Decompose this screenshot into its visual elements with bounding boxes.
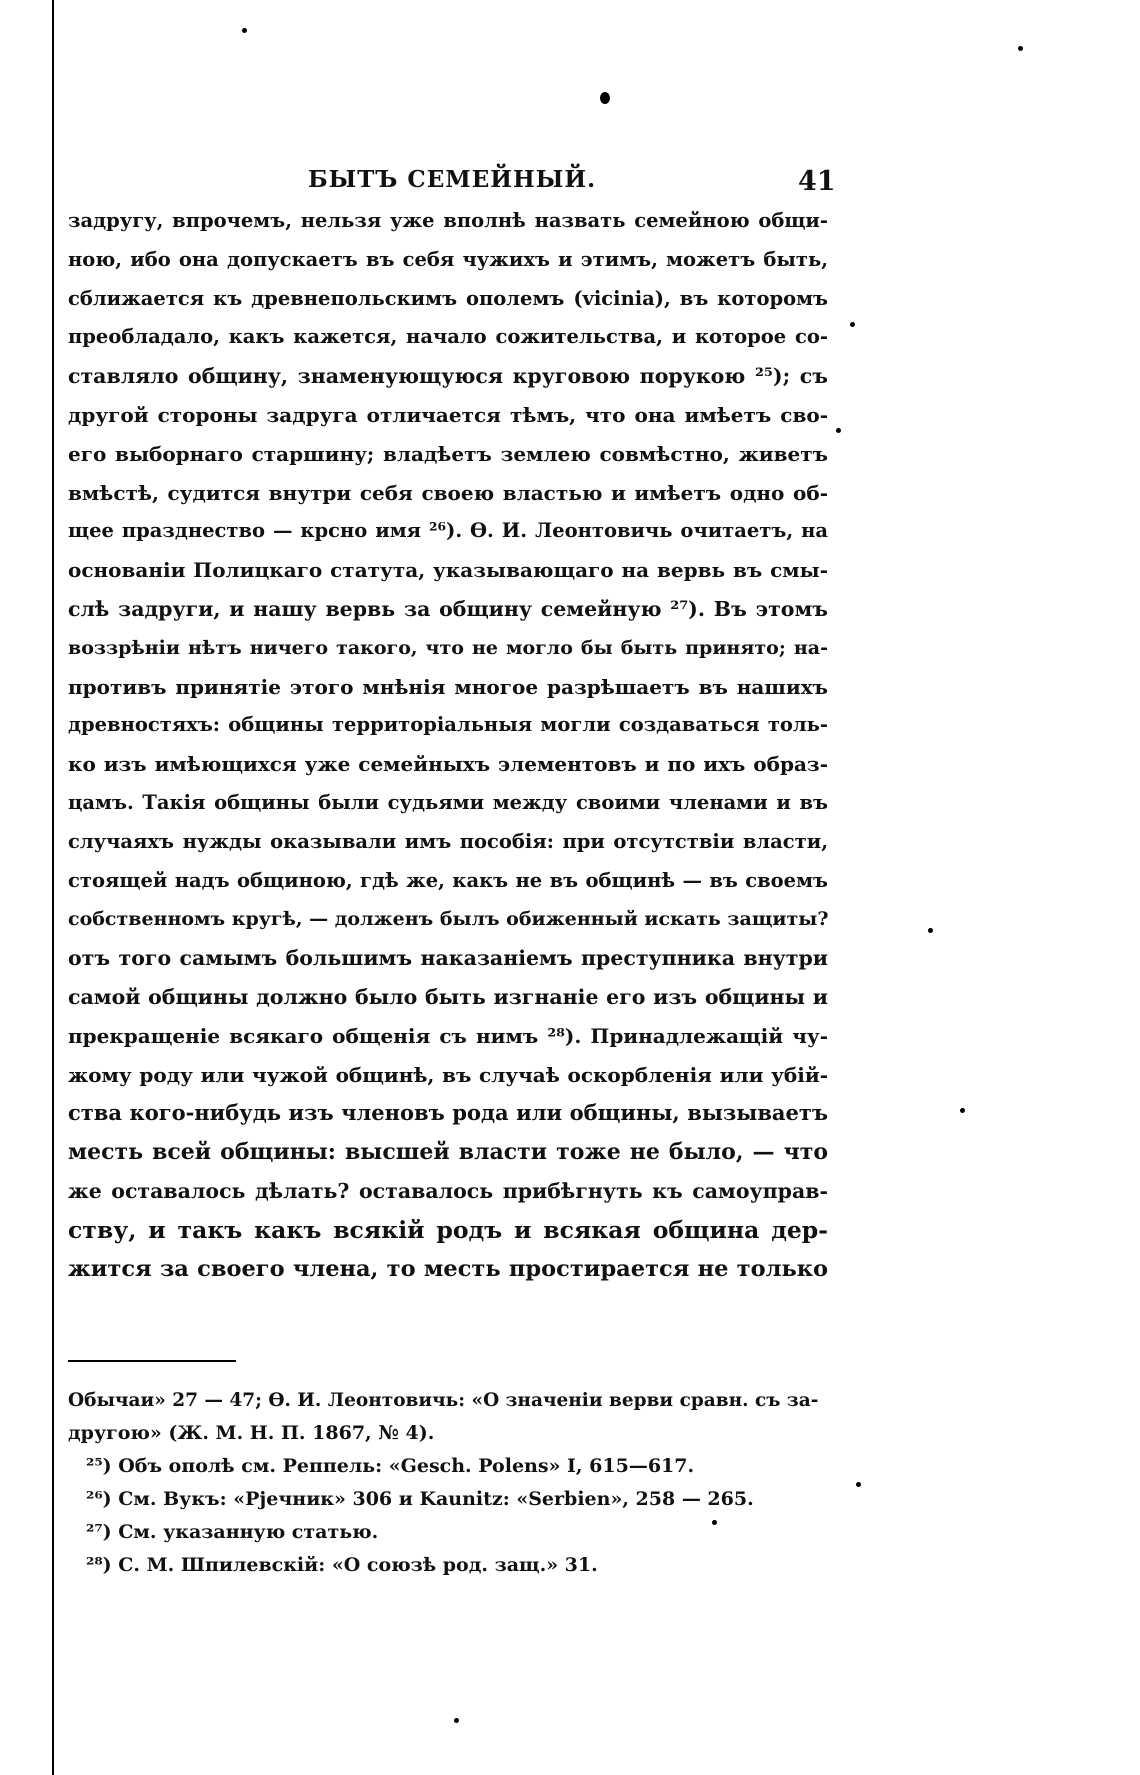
body-text xyxy=(68,202,828,1288)
body-line: ставляло общину, знаменующуюся круговою порукою ²⁵); съ xyxy=(68,364,828,389)
ink-speck xyxy=(960,1108,965,1113)
ink-speck xyxy=(454,1718,459,1723)
body-line: случаяхъ нужды оказывали имъ пособія: при отсутствіи власти, xyxy=(68,829,828,853)
body-line: отъ того самымъ большимъ наказаніемъ преступника внутри xyxy=(68,946,828,971)
footnote-line: ²⁷) См. указанную статью. xyxy=(86,1521,379,1543)
body-line: же оставалось дѣлать? оставалось прибѣгнуть къ самоуправ- xyxy=(68,1178,828,1203)
body-line: жится за своего члена, то месть простирается не только xyxy=(68,1255,828,1282)
header-ornament-dot xyxy=(600,92,610,104)
body-line: собственномъ кругѣ, — долженъ былъ обиженный искать защиты? xyxy=(68,908,829,931)
running-head: БЫТЪ СЕМЕЙНЫЙ. xyxy=(308,166,597,193)
body-line: преобладало, какъ кажется, начало сожительства, и которое со- xyxy=(68,325,828,349)
body-line: ства кого-нибудь изъ членовъ рода или общины, вызываетъ xyxy=(68,1100,828,1126)
body-line: противъ принятіе этого мнѣнія многое разрѣшаетъ въ нашихъ xyxy=(68,674,828,699)
ink-speck xyxy=(1018,46,1023,51)
footnote-line: ²⁶) См. Вукъ: «Рјечник» 306 и Kaunitz: «Serbien», 258 — 265. xyxy=(86,1488,754,1510)
body-line: слѣ задруги, и нашу вервь за общину семейную ²⁷). Въ этомъ xyxy=(68,596,828,621)
footnote-line: другою» (Ж. М. Н. П. 1867, № 4). xyxy=(68,1422,435,1444)
body-line: воззрѣніи нѣтъ ничего такого, что не могло бы быть принято; на- xyxy=(68,636,828,659)
body-line: основаніи Полицкаго статута, указывающаго на вервь въ смы- xyxy=(68,558,828,583)
body-line: ко изъ имѣющихся уже семейныхъ элементовъ и по ихъ образ- xyxy=(68,752,828,777)
body-line: жому роду или чужой общинѣ, въ случаѣ оскорбленія или убій- xyxy=(68,1062,828,1087)
body-line: цамъ. Такія общины были судьями между своими членами и въ xyxy=(68,790,828,814)
body-line: месть всей общины: высшей власти тоже не было, — что xyxy=(68,1139,828,1166)
footnote-line: ²⁸) С. М. Шпилевскій: «О союзѣ род. защ.» 31. xyxy=(86,1554,598,1576)
ink-speck xyxy=(836,428,841,433)
body-line: другой стороны задруга отличается тѣмъ, что она имѣетъ сво- xyxy=(68,402,828,427)
footnote-rule xyxy=(68,1360,236,1362)
body-line: вмѣстѣ, судится внутри себя своею властью и имѣетъ одно об- xyxy=(68,480,828,505)
page-number: 41 xyxy=(798,166,836,197)
ink-speck xyxy=(856,1482,861,1487)
footnotes xyxy=(68,1384,828,1582)
body-line: сближается къ древнепольскимъ ополемъ (vicinia), въ которомъ xyxy=(68,286,828,310)
body-line: прекращеніе всякаго общенія съ нимъ ²⁸). Принадлежащій чу- xyxy=(68,1023,828,1048)
body-line: задругу, впрочемъ, нельзя уже вполнѣ назвать семейною общи- xyxy=(68,209,828,232)
body-line: ству, и такъ какъ всякій родъ и всякая община дер- xyxy=(68,1215,828,1244)
body-line: стоящей надъ общиною, гдѣ же, какъ не въ общинѣ — въ своемъ xyxy=(68,868,828,892)
body-line: щее празднество — крсно имя ²⁶). Ѳ. И. Леонтовичь очитаетъ, на xyxy=(68,519,828,543)
body-line: ною, ибо она допускаетъ въ себя чужихъ и этимъ, можетъ быть, xyxy=(68,247,828,271)
footnote-line: Обычаи» 27 — 47; Ѳ. И. Леонтовичь: «О значеніи верви сравн. съ за- xyxy=(68,1390,819,1411)
body-line: его выборнаго старшину; владѣетъ землею совмѣстно, живетъ xyxy=(68,441,828,466)
footnote-line: ²⁵) Объ ополѣ см. Реппель: «Gesch. Polens» I, 615—617. xyxy=(86,1455,695,1477)
ink-speck xyxy=(850,322,855,327)
gutter-line xyxy=(52,0,54,1775)
body-line: самой общины должно было быть изгнаніе его изъ общины и xyxy=(68,984,828,1009)
ink-speck xyxy=(928,928,933,933)
ink-speck xyxy=(242,28,247,33)
body-line: древностяхъ: общины территоріальныя могли создаваться толь- xyxy=(68,713,828,737)
